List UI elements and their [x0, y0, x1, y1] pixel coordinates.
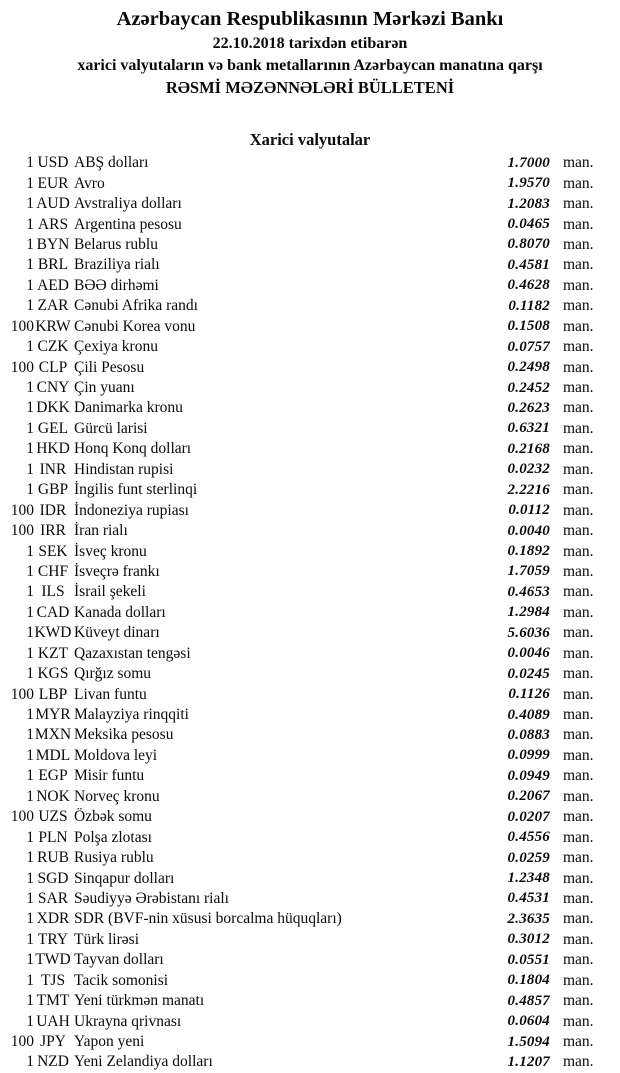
currency-code: GBP [37, 481, 69, 499]
quantity-cell: 1 [26, 583, 34, 601]
quantity-cell: 1 [26, 951, 34, 969]
quantity-cell: 100 [10, 317, 34, 335]
currency-name: Braziliya rialı [74, 256, 160, 274]
currency-name: İsveç kronu [74, 542, 147, 560]
currency-code: AUD [36, 195, 70, 213]
quantity-cell: 1 [26, 379, 34, 397]
rate-value: 0.0551 [507, 951, 550, 968]
unit-label: man. [563, 849, 594, 867]
rate-value: 1.5094 [507, 1033, 550, 1050]
table-row [0, 766, 620, 786]
currency-code: CNY [36, 379, 70, 397]
currency-code: HKD [36, 440, 70, 458]
quantity-cell: 1 [26, 276, 34, 294]
currency-code: KWD [34, 624, 72, 642]
table-row [0, 173, 620, 193]
currency-name: İsrail şekeli [74, 583, 146, 601]
unit-label: man. [563, 215, 594, 233]
table-row [0, 991, 620, 1011]
quantity-cell: 1 [26, 624, 34, 642]
rate-value: 0.0757 [507, 338, 550, 355]
table-row [0, 827, 620, 847]
unit-label: man. [563, 235, 594, 253]
unit-label: man. [563, 624, 594, 642]
currency-code: TMT [36, 992, 70, 1010]
currency-name: Norveç kronu [74, 787, 160, 805]
unit-label: man. [563, 706, 594, 724]
rate-value: 0.2452 [507, 379, 550, 396]
currency-name: İngilis funt sterlinqi [74, 481, 198, 499]
unit-label: man. [563, 726, 594, 744]
rate-value: 5.6036 [507, 624, 550, 641]
unit-label: man. [563, 746, 594, 764]
table-row [0, 541, 620, 561]
rate-value: 0.6321 [507, 420, 550, 437]
rate-value: 0.0604 [507, 1013, 550, 1030]
table-row [0, 500, 620, 520]
rate-value: 0.0112 [508, 502, 550, 519]
unit-label: man. [563, 358, 594, 376]
unit-label: man. [563, 317, 594, 335]
quantity-cell: 1 [26, 297, 34, 315]
currency-code: ZAR [37, 297, 69, 315]
table-row [0, 317, 620, 337]
subtitle-line: xarici valyutaların və bank metallarının Azərbaycan manatına qarşı [77, 57, 543, 74]
rate-value: 0.0999 [507, 747, 550, 764]
rate-value: 0.0883 [507, 726, 550, 743]
currency-name: Gürcü larisi [74, 419, 148, 437]
unit-label: man. [563, 399, 594, 417]
quantity-cell: 1 [26, 399, 34, 417]
currency-name: Çili Pesosu [74, 358, 145, 376]
quantity-cell: 1 [26, 256, 34, 274]
table-row [0, 787, 620, 807]
currency-code: CHF [37, 562, 69, 580]
quantity-cell: 1 [26, 1012, 34, 1030]
currency-code: SAR [37, 889, 69, 907]
table-row [0, 1052, 620, 1072]
currency-name: Özbək somu [74, 808, 152, 826]
currency-code: JPY [40, 1033, 66, 1051]
currency-name: Türk lirəsi [74, 930, 139, 948]
quantity-cell: 1 [26, 665, 34, 683]
unit-label: man. [563, 1012, 594, 1030]
currency-name: Kanada dolları [74, 603, 166, 621]
currency-code: CLP [38, 358, 68, 376]
rate-value: 0.4628 [507, 277, 550, 294]
currency-code: BYN [36, 235, 70, 253]
currency-name: Çexiya kronu [74, 338, 158, 356]
table-row [0, 930, 620, 950]
unit-label: man. [563, 951, 594, 969]
table-row [0, 480, 620, 500]
quantity-cell: 1 [26, 215, 34, 233]
unit-label: man. [563, 644, 594, 662]
quantity-cell: 1 [26, 767, 34, 785]
unit-label: man. [563, 1053, 594, 1071]
table-row [0, 378, 620, 398]
section-title-foreign-currencies: Xarici valyutalar [249, 130, 371, 149]
currency-name: Çin yuanı [74, 379, 135, 397]
table-row [0, 194, 620, 214]
table-row [0, 664, 620, 684]
rate-value: 0.4089 [507, 706, 550, 723]
rate-value: 0.0259 [507, 849, 550, 866]
rate-value: 0.4531 [507, 890, 550, 907]
currency-code: DKK [36, 399, 70, 417]
currency-name: Misir funtu [74, 767, 145, 785]
table-row [0, 746, 620, 766]
currency-code: BRL [37, 256, 69, 274]
rate-value: 0.0232 [507, 461, 550, 478]
currency-name: Belarus rublu [74, 235, 158, 253]
quantity-cell: 100 [10, 501, 34, 519]
currency-code: XDR [36, 910, 70, 928]
table-row [0, 623, 620, 643]
currency-code: SGD [37, 869, 69, 887]
quantity-cell: 1 [26, 849, 34, 867]
currency-name: Moldova leyi [74, 746, 158, 764]
unit-label: man. [563, 338, 594, 356]
rate-value: 0.1182 [508, 297, 550, 314]
unit-label: man. [563, 971, 594, 989]
currency-code: NOK [36, 787, 70, 805]
unit-label: man. [563, 930, 594, 948]
unit-label: man. [563, 419, 594, 437]
rate-value: 1.2348 [507, 870, 550, 887]
currency-name: Polşa zlotası [74, 828, 152, 846]
effective-date-line: 22.10.2018 tarixdən etibarən [212, 35, 408, 52]
currency-name: Cənubi Afrika randı [74, 297, 198, 315]
table-row [0, 398, 620, 418]
table-row [0, 337, 620, 357]
unit-label: man. [563, 501, 594, 519]
rate-value: 0.2067 [507, 788, 550, 805]
currency-name: Tayvan dolları [74, 951, 164, 969]
currency-name: BƏƏ dirhəmi [74, 276, 159, 294]
currency-code: TJS [40, 971, 66, 989]
currency-code: USD [37, 154, 69, 172]
table-row [0, 439, 620, 459]
quantity-cell: 1 [26, 562, 34, 580]
rate-value: 1.1207 [507, 1053, 550, 1070]
table-row [0, 725, 620, 745]
quantity-cell: 100 [10, 522, 34, 540]
quantity-cell: 1 [26, 726, 34, 744]
quantity-cell: 1 [26, 174, 34, 192]
currency-code: UAH [36, 1012, 70, 1030]
bank-title: Azərbaycan Respublikasının Mərkəzi Bankı [116, 8, 504, 30]
table-row [0, 235, 620, 255]
currency-code: SEK [38, 542, 68, 560]
quantity-cell: 1 [26, 235, 34, 253]
quantity-cell: 1 [26, 746, 34, 764]
quantity-cell: 1 [26, 706, 34, 724]
currency-name: Səudiyyə Ərəbistanı rialı [74, 889, 229, 907]
quantity-cell: 1 [26, 460, 34, 478]
table-row [0, 296, 620, 316]
quantity-cell: 1 [26, 154, 34, 172]
table-row [0, 971, 620, 991]
rate-value: 0.2168 [507, 440, 550, 457]
quantity-cell: 1 [26, 889, 34, 907]
rate-value: 0.4857 [507, 992, 550, 1009]
quantity-cell: 100 [10, 1033, 34, 1051]
currency-name: Rusiya rublu [74, 849, 154, 867]
currency-code: MXN [34, 726, 72, 744]
table-row [0, 644, 620, 664]
rate-value: 0.0465 [507, 216, 550, 233]
unit-label: man. [563, 992, 594, 1010]
currency-code: CAD [36, 603, 70, 621]
quantity-cell: 1 [26, 481, 34, 499]
currency-code: EGP [38, 767, 68, 785]
quantity-cell: 1 [26, 440, 34, 458]
currency-name: Yeni türkmən manatı [74, 992, 205, 1010]
rate-value: 1.9570 [507, 175, 550, 192]
quantity-cell: 100 [10, 685, 34, 703]
quantity-cell: 1 [26, 603, 34, 621]
rate-value: 0.0040 [507, 522, 550, 539]
currency-name: Ukrayna qrivnası [74, 1012, 182, 1030]
quantity-cell: 1 [26, 644, 34, 662]
currency-name: İndoneziya rupiası [74, 501, 189, 519]
rate-value: 1.7000 [507, 154, 550, 171]
currency-name: Yapon yeni [74, 1033, 145, 1051]
currency-name: Avstraliya dolları [74, 195, 182, 213]
table-row [0, 909, 620, 929]
rate-value: 2.2216 [507, 481, 550, 498]
quantity-cell: 1 [26, 869, 34, 887]
unit-label: man. [563, 460, 594, 478]
unit-label: man. [563, 174, 594, 192]
quantity-cell: 1 [26, 992, 34, 1010]
bulletin-title: RƏSMİ MƏZƏNNƏLƏRİ BÜLLETENİ [165, 78, 455, 97]
unit-label: man. [563, 603, 594, 621]
unit-label: man. [563, 665, 594, 683]
currency-code: ARS [37, 215, 69, 233]
table-row [0, 603, 620, 623]
currency-name: Sinqapur dolları [74, 869, 175, 887]
unit-label: man. [563, 787, 594, 805]
currency-name: Qırğız somu [74, 665, 152, 683]
table-row [0, 684, 620, 704]
unit-label: man. [563, 828, 594, 846]
currency-code: KZT [37, 644, 69, 662]
quantity-cell: 1 [26, 338, 34, 356]
currency-name: SDR (BVF-nin xüsusi borcalma hüquqları) [74, 910, 342, 928]
currency-name: Yeni Zelandiya dolları [74, 1053, 213, 1071]
table-row [0, 950, 620, 970]
unit-label: man. [563, 379, 594, 397]
rate-value: 0.2623 [507, 399, 550, 416]
rate-value: 0.3012 [507, 931, 550, 948]
quantity-cell: 100 [10, 358, 34, 376]
quantity-cell: 1 [26, 971, 34, 989]
unit-label: man. [563, 767, 594, 785]
currency-code: UZS [38, 808, 68, 826]
quantity-cell: 100 [10, 808, 34, 826]
unit-label: man. [563, 583, 594, 601]
currency-code: LBP [38, 685, 68, 703]
quantity-cell: 1 [26, 419, 34, 437]
currency-code: EUR [37, 174, 69, 192]
rate-value: 0.0207 [507, 808, 550, 825]
unit-label: man. [563, 440, 594, 458]
quantity-cell: 1 [26, 930, 34, 948]
currency-name: Avro [74, 174, 105, 192]
rate-value: 0.1804 [507, 972, 550, 989]
rate-value: 0.4653 [507, 583, 550, 600]
currency-name: İran rialı [74, 522, 128, 540]
rate-value: 0.1892 [507, 543, 550, 560]
unit-label: man. [563, 542, 594, 560]
currency-name: ABŞ dolları [74, 154, 149, 172]
unit-label: man. [563, 276, 594, 294]
unit-label: man. [563, 256, 594, 274]
rates-table [0, 153, 620, 1073]
currency-code: MYR [35, 706, 71, 724]
rate-value: 0.0949 [507, 767, 550, 784]
table-row [0, 705, 620, 725]
currency-code: TRY [37, 930, 69, 948]
currency-name: Küveyt dinarı [74, 624, 160, 642]
currency-name: Honq Konq dolları [74, 440, 192, 458]
table-row [0, 460, 620, 480]
currency-code: KGS [37, 665, 69, 683]
currency-name: Livan funtu [74, 685, 147, 703]
quantity-cell: 1 [26, 828, 34, 846]
currency-name: Danimarka kronu [74, 399, 183, 417]
unit-label: man. [563, 1033, 594, 1051]
table-row [0, 582, 620, 602]
table-row [0, 889, 620, 909]
table-row [0, 807, 620, 827]
quantity-cell: 1 [26, 195, 34, 213]
bulletin-header [0, 0, 620, 98]
currency-code: NZD [37, 1053, 69, 1071]
currency-code: KRW [35, 317, 71, 335]
table-row [0, 153, 620, 173]
rate-value: 1.2083 [507, 195, 550, 212]
currency-code: AED [37, 276, 69, 294]
currency-name: Hindistan rupisi [74, 460, 174, 478]
rate-value: 0.0245 [507, 665, 550, 682]
currency-code: ILS [41, 583, 65, 601]
rate-value: 1.7059 [507, 563, 550, 580]
quantity-cell: 1 [26, 1053, 34, 1071]
currency-code: INR [39, 460, 67, 478]
currency-name: Qazaxıstan tengəsi [74, 644, 191, 662]
currency-name: Argentina pesosu [74, 215, 182, 233]
rate-value: 1.2984 [507, 604, 550, 621]
unit-label: man. [563, 195, 594, 213]
unit-label: man. [563, 889, 594, 907]
table-row [0, 562, 620, 582]
currency-code: PLN [38, 828, 68, 846]
currency-code: CZK [37, 338, 69, 356]
currency-name: İsveçrə frankı [74, 562, 160, 580]
unit-label: man. [563, 481, 594, 499]
currency-name: Cənubi Korea vonu [74, 317, 196, 335]
currency-code: IRR [40, 522, 66, 540]
unit-label: man. [563, 522, 594, 540]
table-row [0, 521, 620, 541]
rate-value: 2.3635 [507, 910, 550, 927]
table-row [0, 255, 620, 275]
table-row [0, 868, 620, 888]
table-row [0, 214, 620, 234]
table-row [0, 357, 620, 377]
currency-code: TWD [35, 951, 71, 969]
unit-label: man. [563, 808, 594, 826]
currency-name: Meksika pesosu [74, 726, 174, 744]
rate-value: 0.0046 [507, 645, 550, 662]
quantity-cell: 1 [26, 542, 34, 560]
currency-code: MDL [35, 746, 71, 764]
currency-code: IDR [39, 501, 67, 519]
rate-value: 0.8070 [507, 236, 550, 253]
unit-label: man. [563, 562, 594, 580]
unit-label: man. [563, 910, 594, 928]
rate-value: 0.1508 [507, 318, 550, 335]
rate-value: 0.4556 [507, 829, 550, 846]
rate-value: 0.4581 [507, 256, 550, 273]
unit-label: man. [563, 154, 594, 172]
table-row [0, 276, 620, 296]
currency-name: Malayziya rinqqiti [74, 706, 189, 724]
table-row [0, 1011, 620, 1031]
quantity-cell: 1 [26, 910, 34, 928]
table-row [0, 1032, 620, 1052]
rate-value: 0.1126 [508, 686, 550, 703]
currency-code: RUB [37, 849, 69, 867]
unit-label: man. [563, 297, 594, 315]
currency-name: Tacik somonisi [74, 971, 169, 989]
unit-label: man. [563, 869, 594, 887]
quantity-cell: 1 [26, 787, 34, 805]
currency-code: GEL [37, 419, 69, 437]
unit-label: man. [563, 685, 594, 703]
rate-value: 0.2498 [507, 359, 550, 376]
table-row [0, 419, 620, 439]
table-row [0, 848, 620, 868]
